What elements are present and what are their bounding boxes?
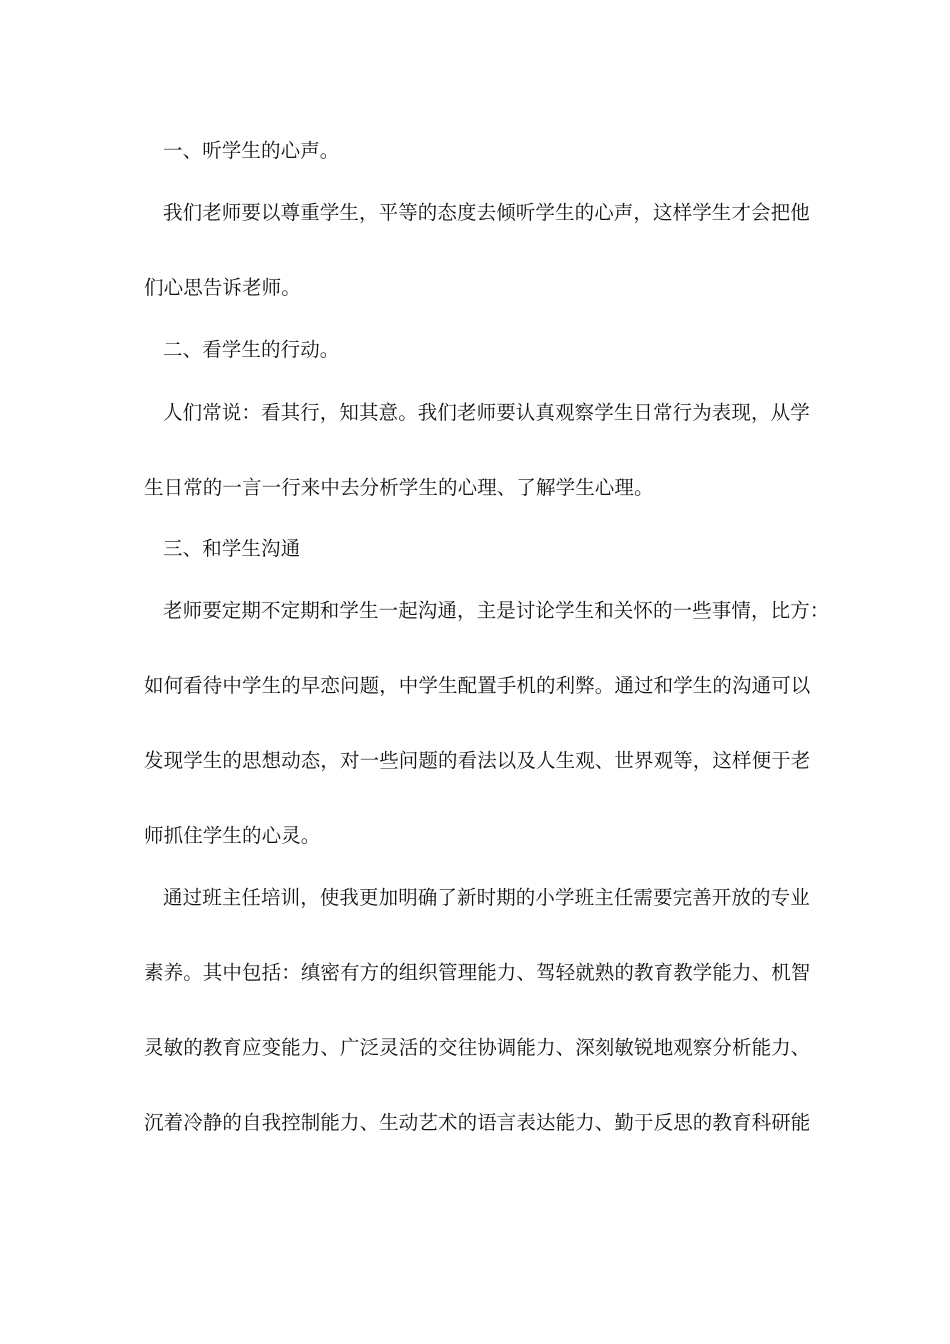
heading-listen: 一、听学生的心声。 <box>163 139 340 162</box>
heading-watch: 二、看学生的行动。 <box>163 338 340 361</box>
paragraph-line: 灵敏的教育应变能力、广泛灵活的交往协调能力、深刻敏锐地观察分析能力、 <box>144 1036 811 1059</box>
paragraph-line: 生日常的一言一行来中去分析学生的心理、了解学生心理。 <box>144 476 654 499</box>
paragraph-line: 老师要定期不定期和学生一起沟通，主是讨论学生和关怀的一些事情，比方： <box>163 599 830 622</box>
heading-communicate: 三、和学生沟通 <box>163 537 301 560</box>
paragraph-line: 人们常说：看其行，知其意。我们老师要认真观察学生日常行为表现，从学 <box>163 401 810 424</box>
paragraph-line: 们心思告诉老师。 <box>144 276 301 299</box>
paragraph-line: 如何看待中学生的早恋问题，中学生配置手机的利弊。通过和学生的沟通可以 <box>144 674 811 697</box>
paragraph-line: 发现学生的思想动态，对一些问题的看法以及人生观、世界观等，这样便于老 <box>144 749 811 772</box>
paragraph-line: 师抓住学生的心灵。 <box>144 824 321 847</box>
paragraph-line: 素养。其中包括：缜密有方的组织管理能力、驾轻就熟的教育教学能力、机智 <box>144 961 811 984</box>
paragraph-line: 通过班主任培训，使我更加明确了新时期的小学班主任需要完善开放的专业 <box>163 886 810 909</box>
paragraph-line: 沉着冷静的自我控制能力、生动艺术的语言表达能力、勤于反思的教育科研能 <box>144 1111 811 1134</box>
paragraph-line: 我们老师要以尊重学生，平等的态度去倾听学生的心声，这样学生才会把他 <box>163 201 810 224</box>
